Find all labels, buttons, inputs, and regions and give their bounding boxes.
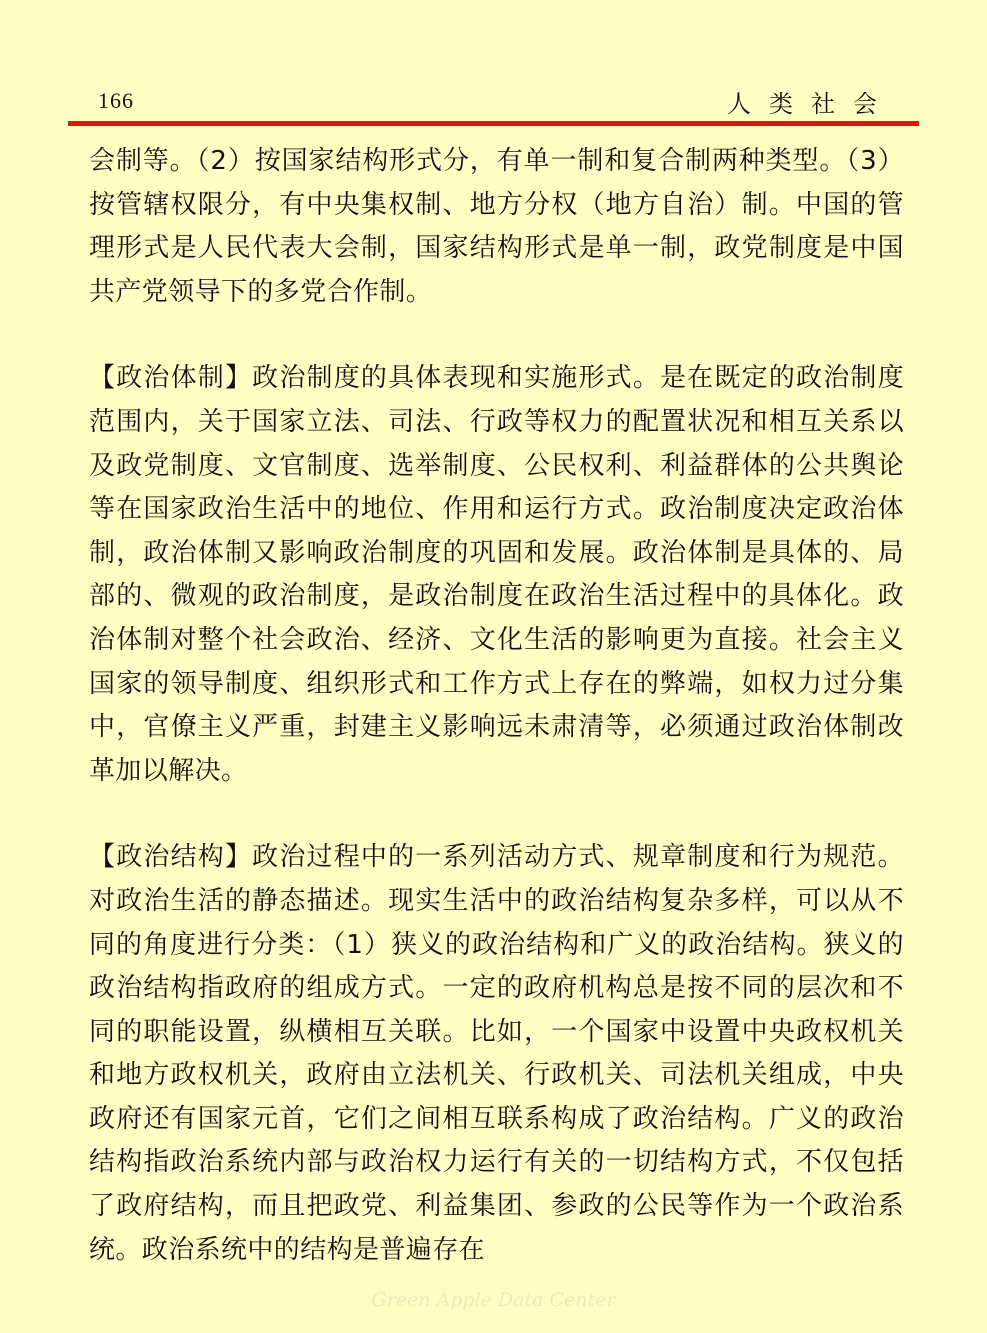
- entry-term: 【政治结构】: [89, 842, 253, 873]
- header-rule: [68, 121, 919, 126]
- paragraph-continued: [89, 140, 904, 314]
- watermark: Green Apple Data Center: [371, 1289, 616, 1311]
- paragraph-text: 会制等。（2）按国家结构形式分，有单一制和复合制两种类型。（3）按管辖权限分，有中央集权制、地方分权（地方自治）制。中国的管理形式是人民代表大会制，国家结构形式是单一制，政党制度是中国共产党领导下的多党合作制。: [89, 146, 904, 307]
- entry-term: 【政治体制】: [89, 363, 253, 394]
- page-header: [0, 0, 987, 130]
- entry-political-system: [89, 357, 904, 793]
- body-text: [89, 140, 904, 1272]
- page-number: 166: [98, 88, 134, 113]
- entry-political-structure: [89, 836, 904, 1272]
- running-head: 人类社会: [727, 90, 895, 118]
- entry-definition: 政治制度的具体表现和实施形式。是在既定的政治制度范围内，关于国家立法、司法、行政等权力的配置状况和相互关系以及政党制度、文官制度、选举制度、公民权利、利益群体的公共舆论等在国家政治生活中的地位、作用和运行方式。政治制度决定政治体制，政治体制又影响政治制度的巩固和发展。政治体制是具体的、局部的、微观的政治制度，是政治制度在政治生活过程中的具体化。政治体制对整个社会政治、经济、文化生活的影响更为直接。社会主义国家的领导制度、组织形式和工作方式上存在的弊端，如权力过分集中，官僚主义严重，封建主义影响远未肃清等，必须通过政治体制改革加以解决。: [89, 363, 904, 786]
- entry-definition: 政治过程中的一系列活动方式、规章制度和行为规范。对政治生活的静态描述。现实生活中的政治结构复杂多样，可以从不同的角度进行分类：（1）狭义的政治结构和广义的政治结构。狭义的政治结构指政府的组成方式。一定的政府机构总是按不同的层次和不同的职能设置，纵横相互关联。比如，一个国家中设置中央政权机关和地方政权机关，政府由立法机关、行政机关、司法机关组成，中央政府还有国家元首，它们之间相互联系构成了政治结构。广义的政治结构指政治系统内部与政治权力运行有关的一切结构方式，不仅包括了政府结构，而且把政党、利益集团、参政的公民等作为一个政治系统。政治系统中的结构是普遍存在: [89, 842, 904, 1265]
